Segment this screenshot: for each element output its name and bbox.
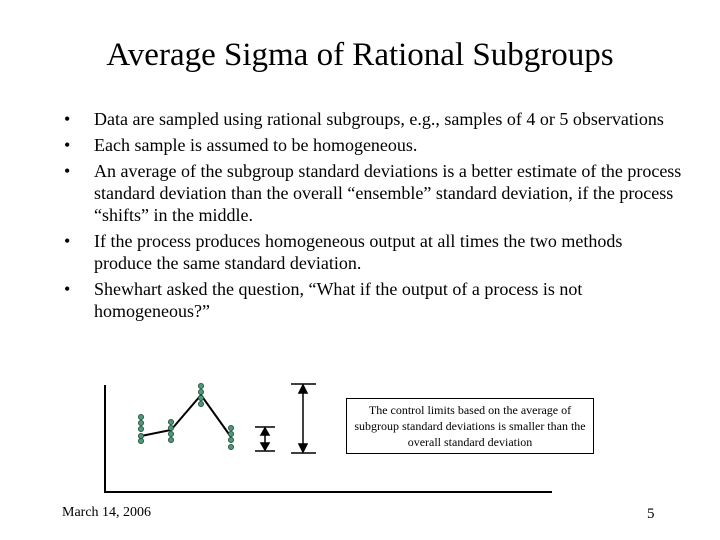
data-point bbox=[168, 431, 173, 436]
data-point bbox=[168, 437, 173, 442]
page-number: 5 bbox=[647, 506, 655, 522]
data-point bbox=[228, 425, 233, 430]
data-point bbox=[198, 383, 203, 388]
data-point bbox=[198, 389, 203, 394]
data-point bbox=[138, 433, 143, 438]
overall-sigma-bracket bbox=[291, 384, 316, 453]
bullet-dot: • bbox=[64, 231, 71, 251]
data-point bbox=[228, 431, 233, 436]
bullet-dot: • bbox=[64, 109, 71, 129]
data-point bbox=[228, 444, 233, 449]
subgroup-1 bbox=[138, 414, 143, 443]
data-point bbox=[168, 419, 173, 424]
subgroup-mean-line bbox=[141, 395, 231, 437]
bullet-dot: • bbox=[64, 161, 71, 181]
data-point bbox=[138, 438, 143, 443]
subgroup-4 bbox=[228, 425, 233, 449]
data-point bbox=[138, 426, 143, 431]
bullet-dot: • bbox=[64, 279, 71, 299]
callout-box: The control limits based on the average of subgroup standard deviations is smaller than the overall standard deviation bbox=[346, 398, 594, 454]
bullet-dot: • bbox=[64, 135, 71, 155]
data-point bbox=[168, 425, 173, 430]
footer-date: March 14, 2006 bbox=[62, 505, 152, 520]
subgroup-sigma-bracket bbox=[255, 427, 275, 451]
data-point bbox=[228, 437, 233, 442]
bullet-text: An average of the subgroup standard deviations is a better estimate of the process standard deviation than the overall “ensemble” standard deviation, if the process “shifts” in the middle. bbox=[94, 161, 682, 225]
slide-title: Average Sigma of Rational Subgroups bbox=[106, 37, 614, 73]
data-point bbox=[198, 395, 203, 400]
bullet-text: Shewhart asked the question, “What if the output of a process is not homogeneous?” bbox=[94, 279, 583, 321]
data-point bbox=[138, 420, 143, 425]
bullet-text: Each sample is assumed to be homogeneous. bbox=[94, 135, 418, 155]
bullet-text: If the process produces homogeneous output at all times the two methods produce the same standard deviation. bbox=[94, 231, 623, 273]
data-point bbox=[198, 401, 203, 406]
bullet-text: Data are sampled using rational subgroups, e.g., samples of 4 or 5 observations bbox=[94, 109, 664, 129]
data-point bbox=[138, 414, 143, 419]
